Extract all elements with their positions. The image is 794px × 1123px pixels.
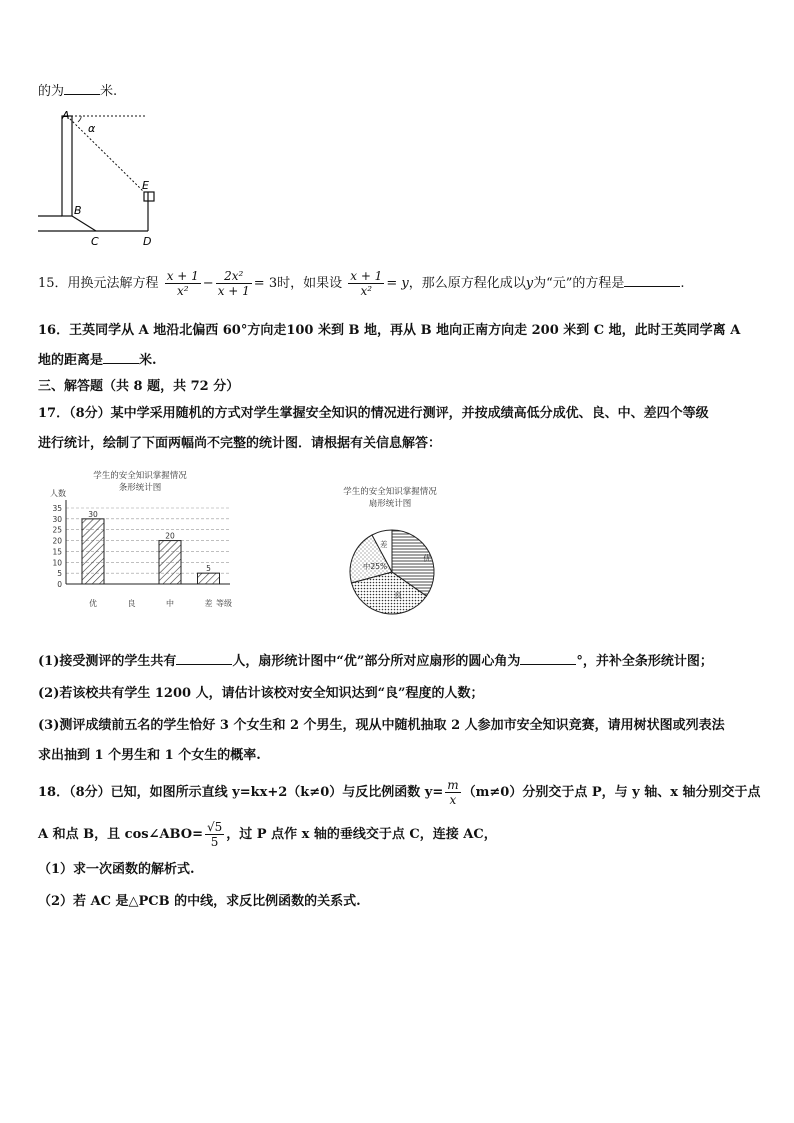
- q15-y: y: [525, 276, 534, 291]
- bar-chart-subtitle: 条形统计图: [118, 483, 162, 493]
- question-17-sub-3-line-1: (3)测评成绩前五名的学生恰好 3 个女生和 2 个男生，现从中随机抽取 2 人参加市安全知识竞赛，请用树状图或列表法: [38, 718, 725, 733]
- bar-category-label: 良: [127, 599, 136, 608]
- bar-ytick-label: 20: [52, 536, 62, 546]
- bar-chart-xlabel: 等级: [216, 599, 232, 608]
- bar-ytick-label: 30: [52, 514, 62, 524]
- bar-ytick-label: 0: [57, 580, 62, 589]
- bar-优: [82, 519, 104, 584]
- q18-l2-a: A 和点 B，且 cos∠ABO=: [38, 827, 203, 842]
- question-17-sub-1: [38, 652, 713, 672]
- q17-sub1-c: °，并补全条形统计图；: [576, 654, 713, 669]
- q15-tail2: 为“元”的方程是: [533, 276, 625, 291]
- sight-dashed: [67, 116, 144, 192]
- bar-差: [198, 573, 220, 584]
- pie-label-liang: 良: [394, 591, 402, 600]
- label-a: A: [62, 110, 70, 122]
- q18-l2-b: ，过 P 点作 x 轴的垂线交于点 C，连接 AC，: [226, 827, 497, 842]
- q15-eqy: = y: [386, 276, 409, 291]
- angle-arc: [78, 116, 81, 122]
- bar-ytick-label: 5: [57, 569, 62, 579]
- top-line-prefix: 的为: [38, 84, 65, 99]
- question-15: [38, 266, 685, 302]
- q18-l1-a: 18．（8分）已知，如图所示直线 y=kx+2（k≠0）与反比例函数 y=: [38, 785, 444, 800]
- bar-category-label: 差: [204, 599, 213, 608]
- top-line: [38, 82, 117, 102]
- q17-blank-angle[interactable]: [520, 652, 576, 665]
- question-18-line-1: [38, 776, 761, 810]
- question-16-line-2: [38, 351, 157, 371]
- bar-ytick-label: 25: [52, 525, 62, 535]
- q15-number: 15．: [38, 276, 68, 291]
- bar-chart-title: 学生的安全知识掌握情况: [93, 471, 187, 481]
- q17-sub1-a: (1)接受测评的学生共有: [38, 654, 177, 669]
- q15-answer-blank[interactable]: [624, 274, 680, 287]
- q15-minus: −: [202, 276, 214, 291]
- q15-lead: 用换元法解方程: [67, 276, 159, 291]
- q18-fraction-m-x: $\frac{m}{x}$: [447, 778, 459, 807]
- geometry-figure: [36, 110, 166, 250]
- label-alpha: α: [88, 122, 96, 135]
- bar-category-label: 中: [166, 599, 174, 608]
- bar-data-label: 5: [206, 564, 211, 574]
- q16-line2-suffix: 米.: [139, 353, 157, 368]
- bar-ytick-label: 10: [52, 558, 62, 568]
- question-16-line-1: 16．王英同学从 A 地沿北偏西 60°方向走100 米到 B 地，再从 B 地向正南方向走 200 米到 C 地，此时王英同学离 A: [38, 323, 741, 338]
- q15-tail: ，那么原方程化成以: [408, 276, 526, 291]
- label-b: B: [74, 204, 82, 217]
- pie-label-cha: 差: [380, 540, 388, 549]
- pie-chart: [330, 482, 465, 622]
- pie-chart-title: 学生的安全知识掌握情况: [343, 487, 437, 497]
- question-17-sub-2: (2)若该校共有学生 1200 人，请估计该校对安全知识达到“良”程度的人数；: [38, 686, 484, 701]
- label-e: E: [142, 179, 149, 192]
- bar-data-label: 20: [165, 531, 175, 541]
- q15-fraction-2: $\frac{\text{2x²}}{x + 1}$: [217, 269, 250, 298]
- bar-category-label: 优: [89, 599, 97, 608]
- q16-answer-blank[interactable]: [103, 351, 139, 364]
- bar-中: [159, 541, 181, 584]
- question-17-line-1: 17．（8分）某中学采用随机的方式对学生掌握安全知识的情况进行测评，并按成绩高低分成优、良、中、差四个等级: [38, 406, 709, 421]
- q15-fraction-3: $\frac{x + 1}{\text{x²}}$: [350, 269, 383, 298]
- top-line-suffix: 米.: [100, 84, 118, 99]
- q17-sub1-b: 人，扇形统计图中“优”部分所对应扇形的圆心角为: [232, 654, 521, 669]
- question-18-line-2: [38, 818, 497, 852]
- bar-ytick-label: 35: [52, 504, 62, 513]
- pie-label-you: 优: [423, 554, 431, 563]
- q16-line2-prefix: 地的距离是: [38, 353, 104, 368]
- pie-chart-subtitle: 扇形统计图: [368, 499, 412, 509]
- segment-bc: [72, 216, 96, 231]
- section-3-heading: 三、解答题（共 8 题，共 72 分）: [38, 379, 240, 394]
- bar-ytick-label: 15: [52, 547, 62, 557]
- bar-chart: [40, 466, 240, 614]
- bar-data-label: 30: [88, 509, 98, 519]
- label-d: D: [143, 235, 152, 248]
- question-17-line-2: 进行统计，绘制了下面两幅尚不完整的统计图．请根据有关信息解答：: [38, 436, 442, 451]
- q15-end: .: [680, 276, 685, 291]
- bar-chart-ylabel: 人数: [50, 489, 66, 498]
- q18-fraction-cos: $\frac{√5}{5}$: [206, 820, 223, 849]
- answer-blank[interactable]: [64, 82, 100, 95]
- q18-l1-b: （m≠0）分别交于点 P，与 y 轴、x 轴分别交于点: [462, 785, 761, 800]
- pie-slices: [350, 530, 434, 614]
- pie-label-zhong: 中25%: [363, 562, 388, 571]
- q15-eq: = 3时，如果设: [253, 276, 343, 291]
- question-17-sub-3-line-2: 求出抽到 1 个男生和 1 个女生的概率.: [38, 748, 261, 763]
- pole-rect: [62, 116, 72, 216]
- question-18-sub-1: （1）求一次函数的解析式.: [38, 862, 195, 877]
- q15-fraction-1: $\frac{x + 1}{\text{x²}}$: [166, 269, 199, 298]
- question-18-sub-2: （2）若 AC 是△PCB 的中线，求反比例函数的关系式.: [38, 894, 361, 909]
- label-c: C: [91, 235, 99, 248]
- q17-blank-count[interactable]: [176, 652, 232, 665]
- box-e: [144, 192, 154, 201]
